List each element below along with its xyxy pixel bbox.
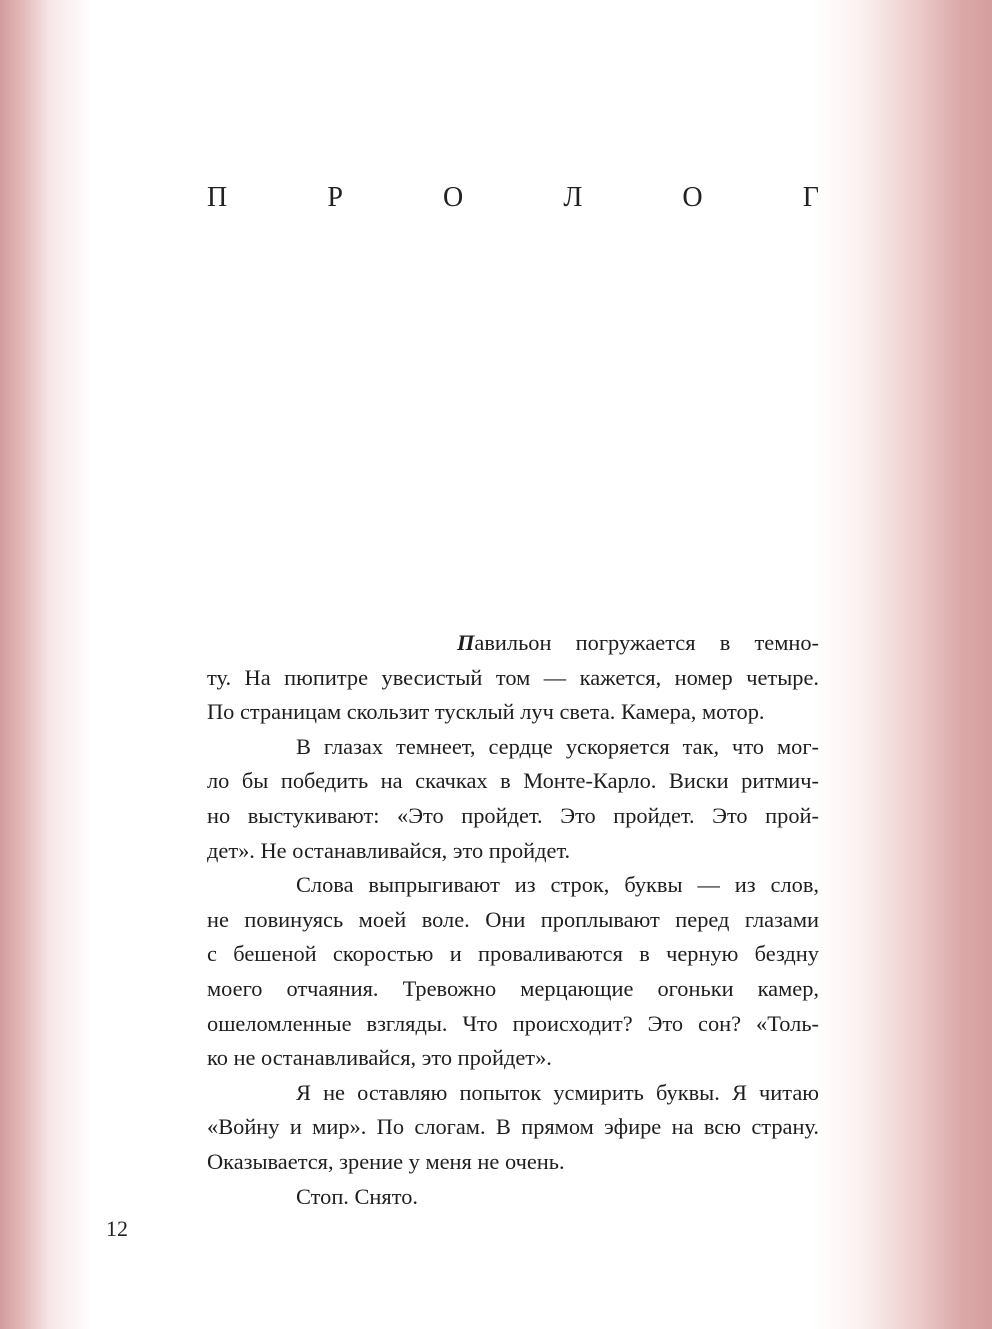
chapter-title-letter: Л: [563, 182, 583, 213]
text-line: «Войну и мир». По слогам. В прямом эфире на всю страну.: [207, 1114, 819, 1140]
text-line: моего отчаяния. Тревожно мерцающие огоньки камер,: [207, 975, 819, 1001]
text-line: Оказывается, зрение у меня не очень.: [207, 1148, 565, 1174]
chapter-title-letter: О: [443, 182, 464, 213]
text-line: с бешеной скоростью и проваливаются в черную бездну: [207, 941, 819, 967]
text-line: не повинуясь моей воле. Они проплывают перед глазами: [207, 906, 819, 932]
drop-cap: П: [457, 630, 475, 655]
body-text: [207, 626, 819, 1214]
text-line: ошеломленные взгляды. Что происходит? Это сон? «Толь-: [207, 1010, 819, 1036]
text-line: [207, 626, 819, 661]
text-line-content: авильон погружается в темно-: [474, 630, 819, 655]
text-line: Слова выпрыгивают из строк, буквы — из слов,: [296, 872, 819, 898]
text-line: Стоп. Снято.: [296, 1183, 419, 1209]
chapter-title: [207, 182, 819, 214]
chapter-title-letter: Р: [327, 182, 343, 213]
text-line: По страницам скользит тусклый луч света. Камера, мотор.: [207, 699, 765, 725]
text-line: ту. На пюпитре увесистый том — кажется, номер четыре.: [207, 664, 819, 690]
chapter-title-letter: О: [682, 182, 703, 213]
text-line: дет». Не останавливайся, это пройдет.: [207, 837, 571, 863]
chapter-title-letter: П: [207, 182, 228, 213]
text-line: ло бы победить на скачках в Монте-Карло. Виски ритмич-: [207, 768, 819, 794]
text-line: но выстукивают: «Это пройдет. Это пройдет. Это прой-: [207, 802, 819, 828]
page-number: 12: [106, 1216, 128, 1241]
text-line: Я не оставляю попыток усмирить буквы. Я читаю: [296, 1079, 819, 1105]
text-line: В глазах темнеет, сердце ускоряется так, что мог-: [296, 733, 819, 759]
text-line: ко не останавливайся, это пройдет».: [207, 1045, 552, 1071]
chapter-title-letter: Г: [802, 182, 819, 213]
